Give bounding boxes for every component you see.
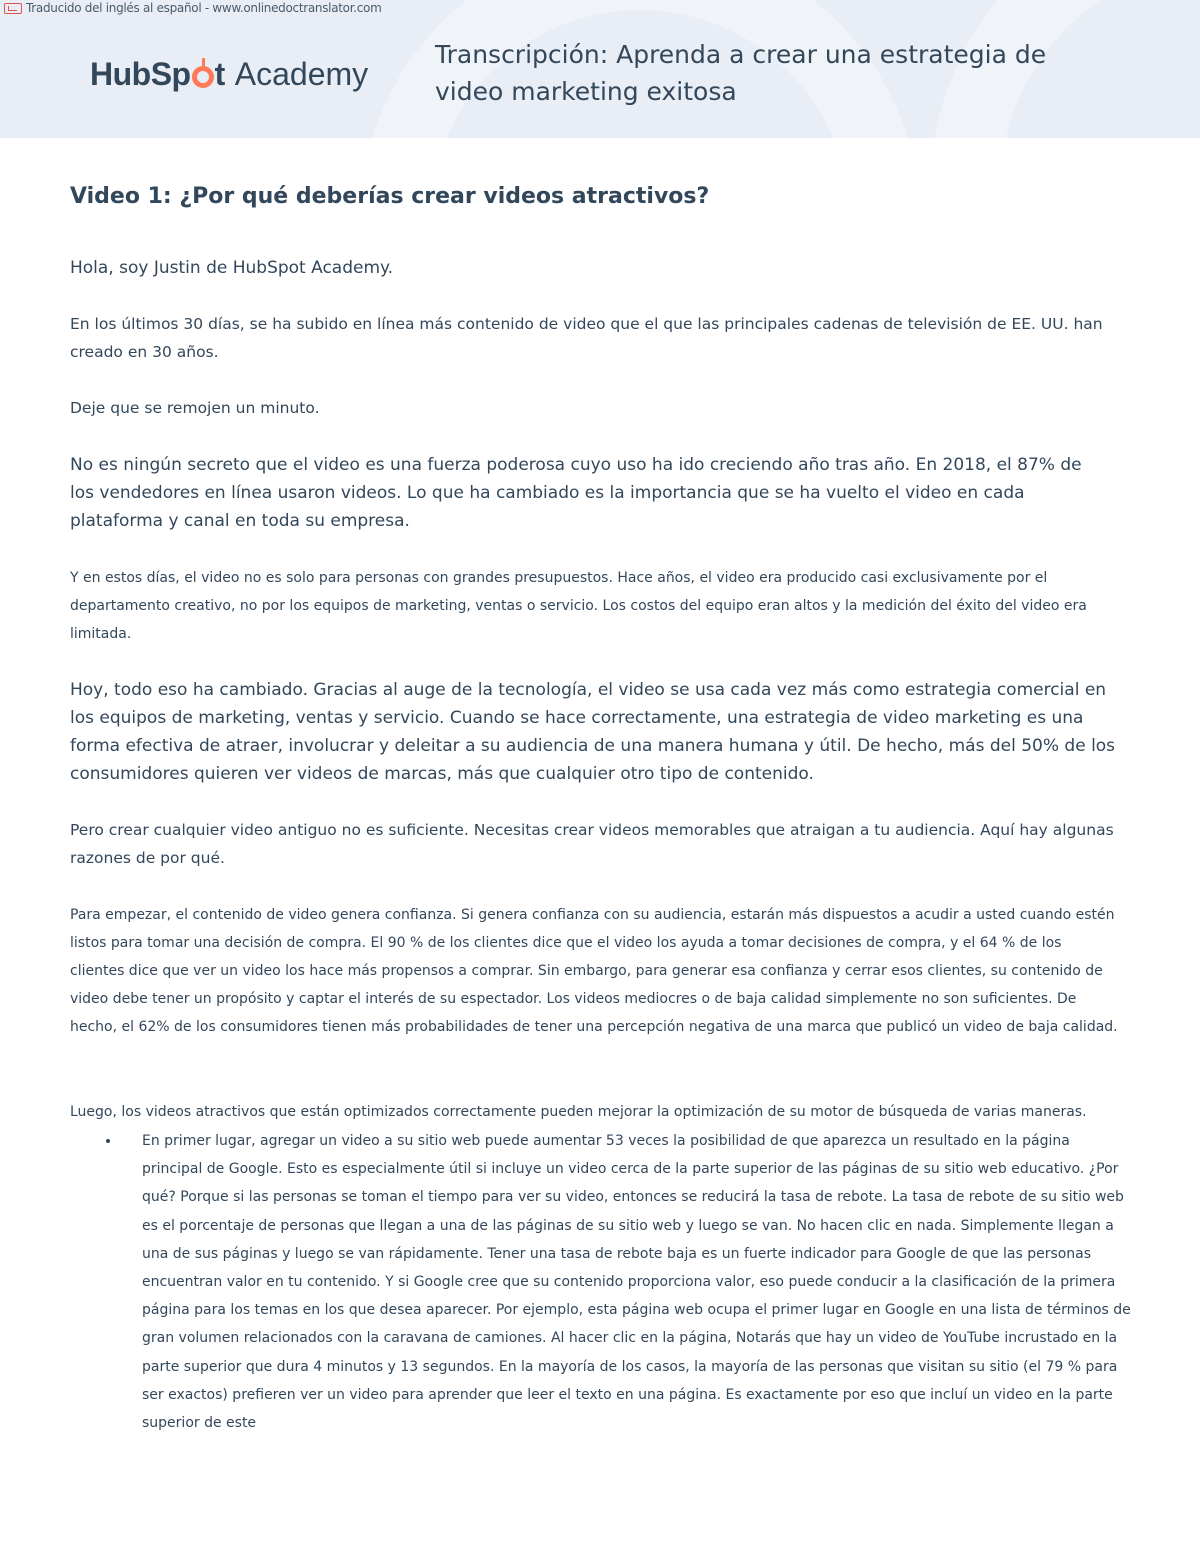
- paragraph: Deje que se remojen un minuto.: [70, 399, 320, 417]
- logo-brand-end: t: [214, 55, 225, 92]
- paragraph: Luego, los videos atractivos que están optimizados correctamente pueden mejorar la optimización de su motor de búsqueda de varias maneras.: [70, 1104, 1087, 1120]
- hubspot-academy-logo: [90, 52, 368, 96]
- sprocket-icon: [192, 66, 214, 88]
- paragraph: En los últimos 30 días, se ha subido en línea más contenido de video que el que las principales cadenas de televisión de EE. UU. han creado en 30 años.: [70, 315, 1103, 361]
- translator-note-text: Traducido del inglés al español - www.onlinedoctranslator.com: [26, 1, 382, 15]
- logo-product-text: Academy: [234, 55, 369, 92]
- list-item: En primer lugar, agregar un video a su sitio web puede aumentar 53 veces la posibilidad de que aparezca un resultado en la página principal de Google. Esto es especialmente útil si incluye un video cerca de la parte superior de las páginas de su sitio web educativo. ¿Por qué? Porque si las personas se toman el tiempo para ver su video, entonces se reducirá la tasa de rebote. La tasa de rebote de su sitio web es el porcentaje de personas que llegan a una de las páginas de su sitio web y luego se van. No hacen clic en nada. Simplemente llegan a una de sus páginas y luego se van rápidamente. Tener una tasa de rebote baja es un fuerte indicador para Google de que las personas encuentran valor en tu contenido. Y si Google cree que su contenido proporciona valor, eso puede conducir a la clasificación de la primera página para los temas en los que desea aparecer. Por ejemplo, esta página web ocupa el primer lugar en Google en una lista de términos de gran volumen relacionados con la caravana de camiones. Al hacer clic en la página, Notarás que hay un video de YouTube incrustado en la parte superior que dura 4 minutos y 13 segundos. En la mayoría de los casos, la mayoría de las personas que visitan su sitio (el 79 % para ser exactos) prefieren ver un video para aprender que leer el texto en una página. Es exactamente por eso que incluí un video en la parte superior de este: [142, 1133, 1131, 1432]
- bullet-icon: [106, 1139, 110, 1143]
- translator-banner[interactable]: [4, 0, 382, 16]
- paragraph: Pero crear cualquier video antiguo no es suficiente. Necesitas crear videos memorables que atraigan a tu audiencia. Aquí hay algunas razones de por qué.: [70, 821, 1114, 867]
- page-header: [0, 0, 1200, 138]
- paragraph: Para empezar, el contenido de video genera confianza. Si genera confianza con su audiencia, estarán más dispuestos a acudir a usted cuando estén listos para tomar una decisión de compra. El 90 % de los clientes dice que el video los ayuda a tomar decisiones de compra, y el 64 % de los clientes dice que ver un video los hace más propensos a comprar. Sin embargo, para generar esa confianza y cerrar esos clientes, su contenido de video debe tener un propósito y captar el interés de su espectador. Los videos mediocres o de baja calidad simplemente no son suficientes. De hecho, el 62% de los consumidores tienen más probabilidades de tener una percepción negativa de una marca que publicó un video de baja calidad.: [70, 907, 1118, 1035]
- paragraph-greeting: Hola, soy Justin de HubSpot Academy.: [70, 258, 394, 278]
- section-title: Video 1: ¿Por qué deberías crear videos atractivos?: [70, 184, 710, 209]
- paragraph: No es ningún secreto que el video es una fuerza poderosa cuyo uso ha ido creciendo año tras año. En 2018, el 87% de los vendedores en línea usaron videos. Lo que ha cambiado es la importancia que se ha vuelto el video en cada plataforma y canal en toda su empresa.: [70, 455, 1082, 531]
- translate-icon: [4, 3, 22, 14]
- paragraph: Y en estos días, el video no es solo para personas con grandes presupuestos. Hace años, el video era producido casi exclusivamente por el departamento creativo, no por los equipos de marketing, ventas o servicio. Los costos del equipo eran altos y la medición del éxito del video era limitada.: [70, 570, 1087, 642]
- paragraph: Hoy, todo eso ha cambiado. Gracias al auge de la tecnología, el video se usa cada vez más como estrategia comercial en los equipos de marketing, ventas y servicio. Cuando se hace correctamente, una estrategia de video marketing es una forma efectiva de atraer, involucrar y deleitar a su audiencia de una manera humana y útil. De hecho, más del 50% de los consumidores quieren ver videos de marcas, más que cualquier otro tipo de contenido.: [70, 680, 1116, 784]
- document-title: Transcripción: Aprenda a crear una estrategia de video marketing exitosa: [435, 40, 1047, 106]
- logo-brand-text: HubSp: [90, 55, 191, 92]
